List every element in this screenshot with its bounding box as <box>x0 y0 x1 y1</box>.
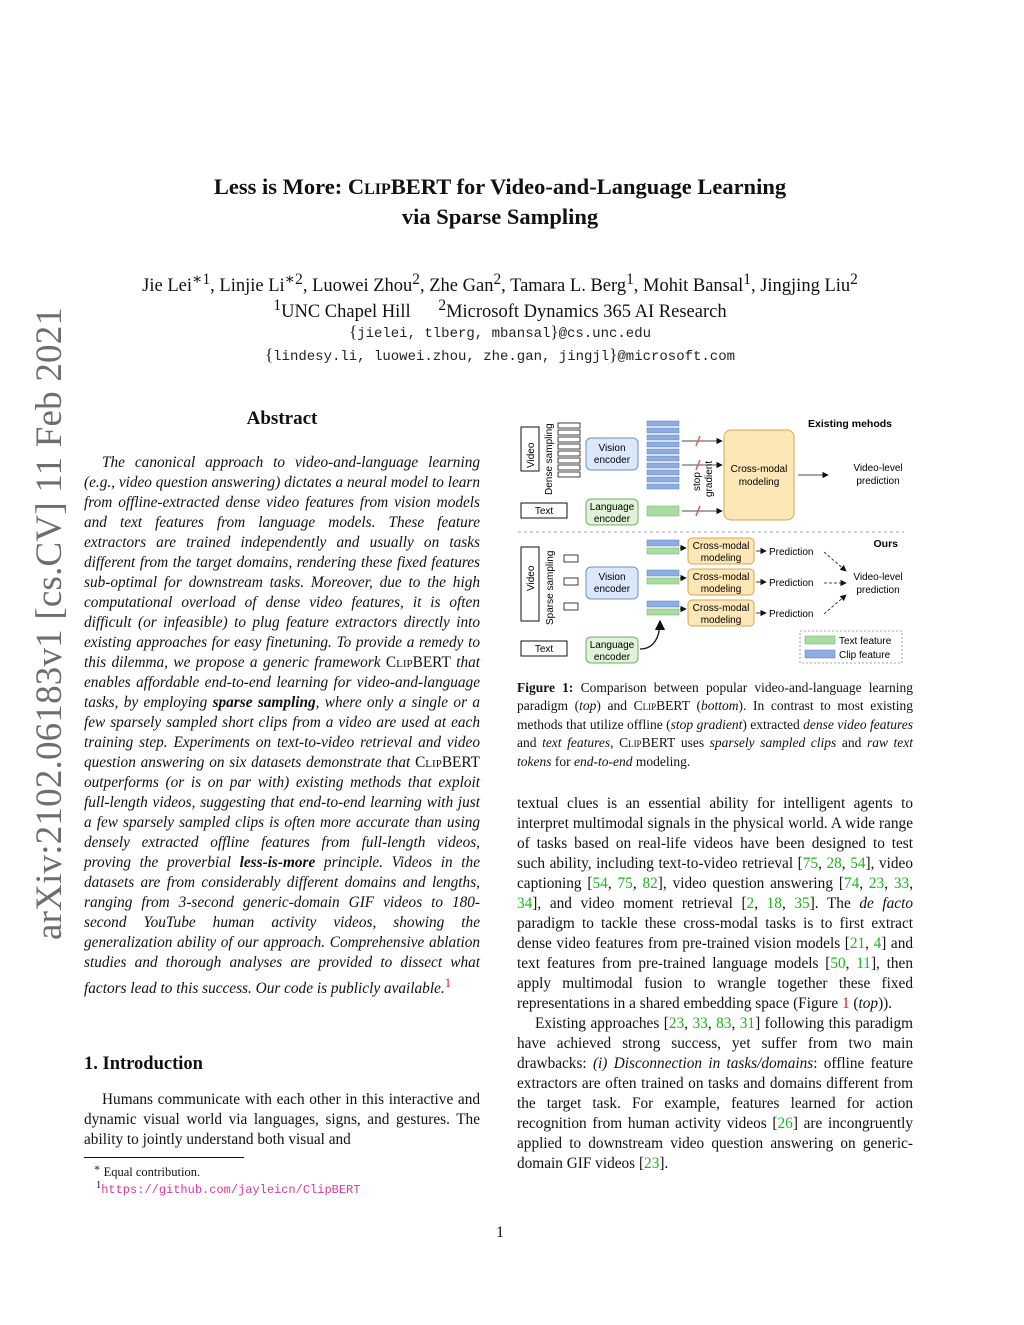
abstract-heading: Abstract <box>246 408 318 429</box>
citation-link[interactable]: 21 <box>849 935 866 952</box>
clipbert-name: ClipBERT <box>385 654 451 671</box>
cross-modal-label: modeling <box>738 477 780 488</box>
sparse-frames <box>564 555 578 610</box>
right-column-body <box>517 794 913 1174</box>
citation-link[interactable]: 74 <box>843 875 860 892</box>
citation-link[interactable]: 83 <box>716 1015 732 1032</box>
vision-encoder-label: Vision <box>598 443 626 454</box>
video-label-top: Video <box>526 442 537 468</box>
author-affiliation-mark: 2 <box>493 271 502 288</box>
citation-link[interactable]: 31 <box>739 1015 756 1032</box>
author: Jie Lei <box>142 276 192 297</box>
email-names: lindesy.li, luowei.zhou, zhe.gan, jingjl <box>273 349 610 365</box>
text-label-bottom: Text <box>534 644 554 655</box>
citation-link[interactable]: 54 <box>850 855 866 872</box>
figure-reference-link[interactable]: 1 <box>841 995 850 1012</box>
author-affiliation-mark: ∗1 <box>191 271 211 288</box>
stop-gradient-label: stop <box>692 472 703 491</box>
author: Mohit Bansal <box>643 276 744 297</box>
cross-modal-label: Cross-modal <box>692 572 750 583</box>
author: Tamara L. Berg <box>510 276 627 297</box>
author-affiliation-mark: ∗2 <box>284 271 303 288</box>
abstract-text-part: The canonical approach to video-and-language learning (e.g., video question answering) dictates a neural model to learn from offline-extracted dense video features from vision models and text features from language models. These feature extractors are trained independently and usually on tasks different from the target domains, rendering these fixed features sub-optimal for downstream tasks. Moreover, due to the high computational overload of dense video features, it is often difficult (or infeasible) to plug feature extractors directly into existing approaches for easy finetuning. To provide a remedy to this dilemma, we propose a generic framework <box>84 454 480 671</box>
video-level-prediction-label: Video-level <box>853 572 903 583</box>
footnote-number: 1 <box>96 1180 102 1191</box>
citation-link[interactable]: 23 <box>868 875 885 892</box>
vision-encoder-label: Vision <box>598 572 626 583</box>
less-is-more-emphasis: less-is-more <box>239 854 316 871</box>
vision-encoder-label: encoder <box>593 584 631 595</box>
citation-link[interactable]: 28 <box>826 855 842 872</box>
citation-link[interactable]: 33 <box>692 1015 708 1032</box>
language-encoder-label: encoder <box>593 514 631 525</box>
cross-modal-label: modeling <box>700 553 742 564</box>
cross-modal-label: modeling <box>700 615 742 626</box>
clipbert-name: ClipBERT <box>619 735 676 751</box>
cross-modal-top <box>724 430 794 520</box>
prediction-label: Prediction <box>769 578 814 589</box>
abstract-text-part: outperforms (or is on par with) existing methods that exploit full-length videos, suggesting that end-to-end learning with just a few sparsely sampled clips is often more accurate than using densely extracted offline features from full-length videos, proving the proverbial <box>84 774 480 871</box>
title-line-2: via Sparse Sampling <box>401 204 599 229</box>
footnote-code-url <box>96 1178 360 1198</box>
page-number: 1 <box>496 1224 504 1241</box>
email-line-microsoft <box>60 345 940 365</box>
cross-modal-label: Cross-modal <box>692 541 750 552</box>
abstract-text-part: that enables affordable end-to-end learning for video-and-language tasks, by employing <box>84 654 481 711</box>
figure-1-caption: Figure 1: Comparison between popular video-and-language learning paradigm (top) and ClipBERT (bottom). In contrast to most existing methods that utilize offline (stop gradient) extracted dense video features and text features, ClipBERT uses sparsely sampled clips and raw text tokens for end-to-end modeling. <box>517 680 913 769</box>
author-affiliation-mark: 1 <box>743 271 751 288</box>
video-level-prediction-label: prediction <box>856 476 900 487</box>
footnote-star: ∗ <box>93 1163 101 1174</box>
brace: { <box>264 345 274 364</box>
affiliations <box>60 294 940 324</box>
author: Linjie Li <box>219 276 285 297</box>
email-names: jielei, tlberg, mbansal <box>357 326 551 342</box>
author-affiliation-mark: 1 <box>626 271 634 288</box>
language-encoder-label: Language <box>589 640 635 651</box>
author: Luowei Zhou <box>312 276 413 297</box>
citation-link[interactable]: 82 <box>642 875 658 892</box>
vision-encoder-label: encoder <box>593 455 631 466</box>
clipbert-name: ClipBERT <box>633 698 690 714</box>
introduction-body: Humans communicate with each other in this interactive and dynamic visual world via languages, signs, and gestures. The ability to jointly understand both visual and <box>84 1091 480 1148</box>
cross-modal-label: Cross-modal <box>730 464 788 475</box>
cross-modal-label: modeling <box>700 584 742 595</box>
stop-gradient-label: gradient <box>704 460 715 497</box>
citation-link[interactable]: 23 <box>644 1155 660 1172</box>
title-suffix: BERT for Video-and-Language Learning <box>390 174 787 199</box>
sparse-sampling-emphasis: sparse sampling <box>212 694 316 711</box>
brace: { <box>349 322 358 341</box>
abstract-text-part: , where only a single or a few sparsely sampled short clips from a video are used at each training step. Experiments on text-to-video retrieval and video question answering on six datasets demonstrate that <box>84 694 480 771</box>
video-level-prediction-label: prediction <box>856 585 900 596</box>
sparse-clip-text-features <box>647 540 679 615</box>
brace: } <box>550 322 559 341</box>
email-line-unc <box>60 322 940 342</box>
affiliation-microsoft: Microsoft Dynamics 365 AI Research <box>446 302 727 323</box>
arxiv-identifier-stamp: arXiv:2102.06183v1 [cs.CV] 11 Feb 2021 <box>29 306 70 940</box>
affiliation-mark: 1 <box>273 297 282 314</box>
footnote-text: Equal contribution. <box>100 1165 201 1180</box>
author: Jingjing Liu <box>760 276 851 297</box>
citation-link[interactable]: 11 <box>856 955 871 972</box>
author-affiliation-mark: 2 <box>850 271 858 288</box>
author-list: Jie Lei$^{∗1}$, Linjie $Li^{∗2}$, Luowei Zhou$^2$, Zhe Gan$^2$, Tamara L. Berg$^1$, Mohit Bansal$^1$, Jingjing Liu$^2$ <box>142 271 858 297</box>
dense-frames <box>558 423 580 477</box>
introduction-heading: 1. Introduction <box>84 1054 203 1074</box>
clipbert-name: ClipBERT <box>415 754 480 771</box>
citation-link[interactable]: 75 <box>802 855 819 872</box>
legend-swatch-text <box>805 636 835 644</box>
citation-link[interactable]: 33 <box>893 875 910 892</box>
citation-link[interactable]: 4 <box>873 935 882 952</box>
abstract-body <box>84 453 480 999</box>
arrow <box>640 621 660 649</box>
paper-title <box>100 172 900 232</box>
prediction-label: Prediction <box>769 609 814 620</box>
email-domain: @cs.unc.edu <box>558 326 651 342</box>
citation-link[interactable]: 50 <box>830 955 846 972</box>
citation-link[interactable]: 23 <box>668 1015 685 1032</box>
text-label-top: Text <box>534 506 554 517</box>
citation-link[interactable]: 18 <box>766 895 782 912</box>
footnote-rule <box>84 1157 244 1158</box>
brace: } <box>609 345 618 364</box>
citation-link[interactable]: 34 <box>517 895 533 912</box>
title-prefix: Less is More: <box>213 174 348 199</box>
legend-text-feature: Text feature <box>839 636 892 647</box>
dense-clip-features <box>647 421 679 489</box>
email-domain: @microsoft.com <box>617 349 736 365</box>
footnote-link[interactable]: 1 <box>444 976 452 990</box>
figure-1-diagram <box>514 405 906 670</box>
author-affiliation-mark: 2 <box>412 271 420 288</box>
paragraph: Existing approaches [23, 33, 83, 31] following this paradigm have achieved strong success, yet suffer from two main drawbacks: (i) Disconnection in tasks/domains: offline feature extractors are often trained on tasks and domains different from the target task. For example, features learned for action recognition from human activity videos [26] are incongruently applied to downstream video question answering on generic-domain GIF videos [23]. <box>517 1015 914 1172</box>
caption-label: Figure 1: <box>517 680 574 695</box>
text-feature-top <box>647 506 679 516</box>
sparse-sampling-label: Sparse sampling <box>545 550 556 625</box>
affiliation-mark: 2 <box>438 297 447 314</box>
code-url-link[interactable]: https://github.com/jayleicn/ClipBERT <box>101 1183 361 1198</box>
citation-link[interactable]: 54 <box>592 875 608 892</box>
title-clip-smallcaps: Clip <box>347 174 391 199</box>
prediction-label: Prediction <box>769 547 814 558</box>
affiliation-unc: UNC Chapel Hill <box>281 302 411 323</box>
language-encoder-label: Language <box>589 502 635 513</box>
citation-link[interactable]: 26 <box>777 1115 793 1132</box>
dashed-arrow <box>824 552 846 571</box>
author: Zhe Gan <box>429 276 494 297</box>
legend-swatch-clip <box>805 650 835 658</box>
citation-link[interactable]: 75 <box>617 875 633 892</box>
dense-sampling-label: Dense sampling <box>544 423 555 495</box>
video-label-bottom: Video <box>526 565 537 591</box>
cross-modal-label: Cross-modal <box>692 603 750 614</box>
language-encoder-label: encoder <box>593 652 631 663</box>
citation-link[interactable]: 35 <box>794 895 810 912</box>
abstract-text-part: principle. Videos in the datasets are from considerably different domains and lengths, ranging from 3-second generic-domain GIF videos to 180-second YouTube human activity videos, showing the generalization ability of our approach. Comprehensive ablation studies and thorough analyses are provided to dissect what factors lead to this success. Our code is publicly available. <box>84 854 480 998</box>
dashed-arrow <box>824 595 846 614</box>
paragraph: textual clues is an essential ability for intelligent agents to interpret multimodal signals in the physical world. A wide range of tasks based on real-life videos have been designed to test such ability, including text-to-video retrieval [75, 28, 54], video captioning [54, 75, 82], video question answering [74, 23, 33, 34], and video moment retrieval [2, 18, 35]. The de facto paradigm to tackle these cross-modal tasks is to first extract dense video features from pre-trained vision models [21, 4] and text features from pre-trained language models [50, 11], then apply multimodal fusion to wrangle together these fixed representations in a shared embedding space (Figure 1 (top)). <box>517 795 914 1012</box>
citation-link[interactable]: 2 <box>746 895 755 912</box>
existing-methods-label: Existing mehods <box>808 418 893 430</box>
ours-label: Ours <box>873 538 898 550</box>
legend-clip-feature: Clip feature <box>839 650 891 661</box>
video-level-prediction-label: Video-level <box>853 463 903 474</box>
